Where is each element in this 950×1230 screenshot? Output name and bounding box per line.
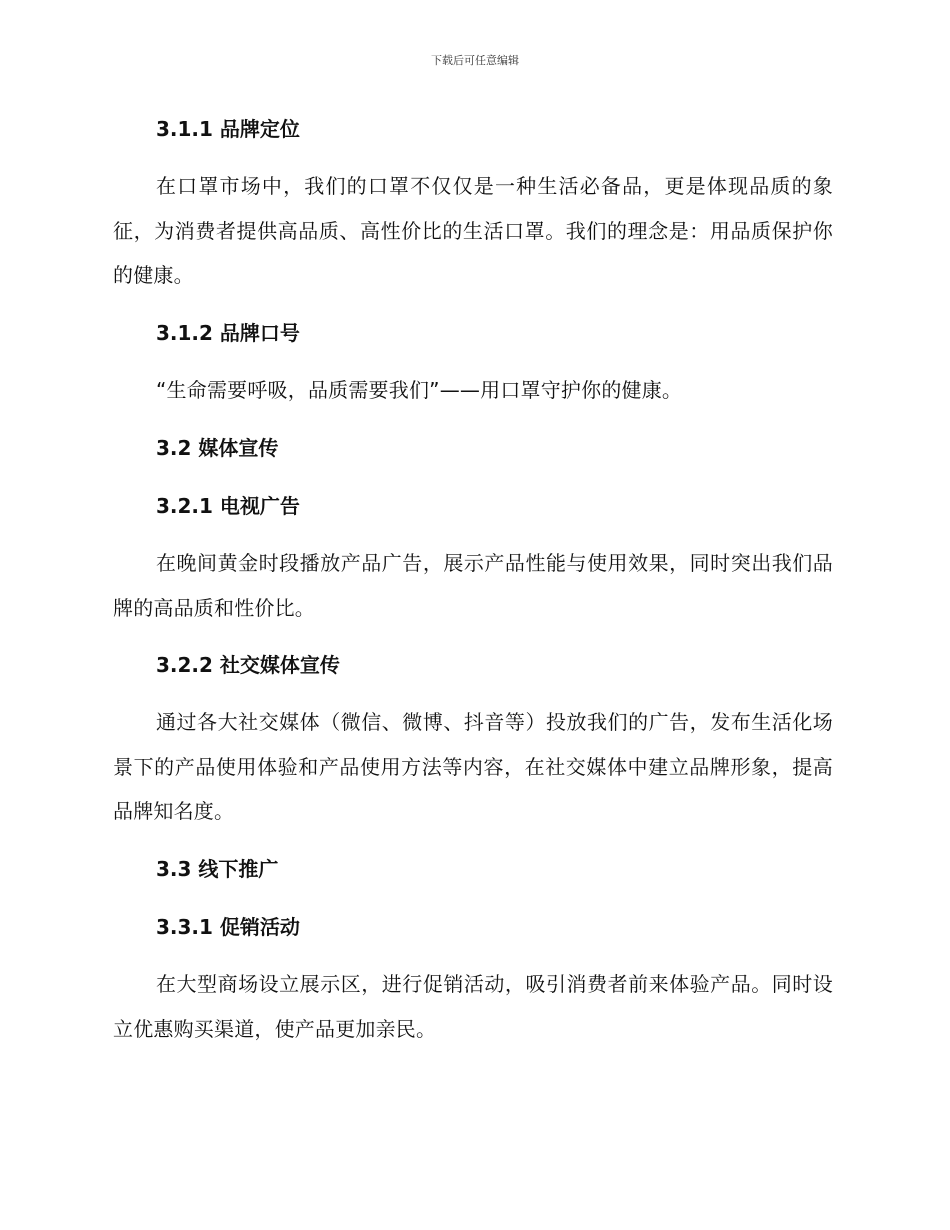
heading-3-3-1-promotional-activities: 3.3.1 促销活动 <box>156 915 300 939</box>
heading-3-2-2-social-media: 3.2.2 社交媒体宣传 <box>156 653 340 677</box>
page-header: 下载后可任意编辑 <box>431 54 519 67</box>
paragraph-brand-slogan: “生命需要呼吸，品质需要我们”——用口罩守护你的健康。 <box>156 378 683 402</box>
paragraph-social-media: 通过各大社交媒体（微信、微博、抖音等）投放我们的广告，发布生活化场景下的产品使用体验和产品使用方法等内容，在社交媒体中建立品牌形象，提高品牌知名度。 <box>113 710 833 823</box>
paragraph-tv-advertising: 在晚间黄金时段播放产品广告，展示产品性能与使用效果，同时突出我们品牌的高品质和性价比。 <box>113 551 833 620</box>
heading-3-3-offline-promotion: 3.3 线下推广 <box>156 857 279 881</box>
heading-3-1-1-brand-positioning: 3.1.1 品牌定位 <box>156 117 300 141</box>
heading-3-2-media-promotion: 3.2 媒体宣传 <box>156 436 279 460</box>
heading-3-2-1-tv-advertising: 3.2.1 电视广告 <box>156 494 300 518</box>
heading-3-1-2-brand-slogan: 3.1.2 品牌口号 <box>156 321 300 345</box>
paragraph-promotional-activities: 在大型商场设立展示区，进行促销活动，吸引消费者前来体验产品。同时设立优惠购买渠道，使产品更加亲民。 <box>113 972 833 1041</box>
paragraph-brand-positioning: 在口罩市场中，我们的口罩不仅仅是一种生活必备品，更是体现品质的象征，为消费者提供高品质、高性价比的生活口罩。我们的理念是：用品质保护你的健康。 <box>113 174 833 287</box>
